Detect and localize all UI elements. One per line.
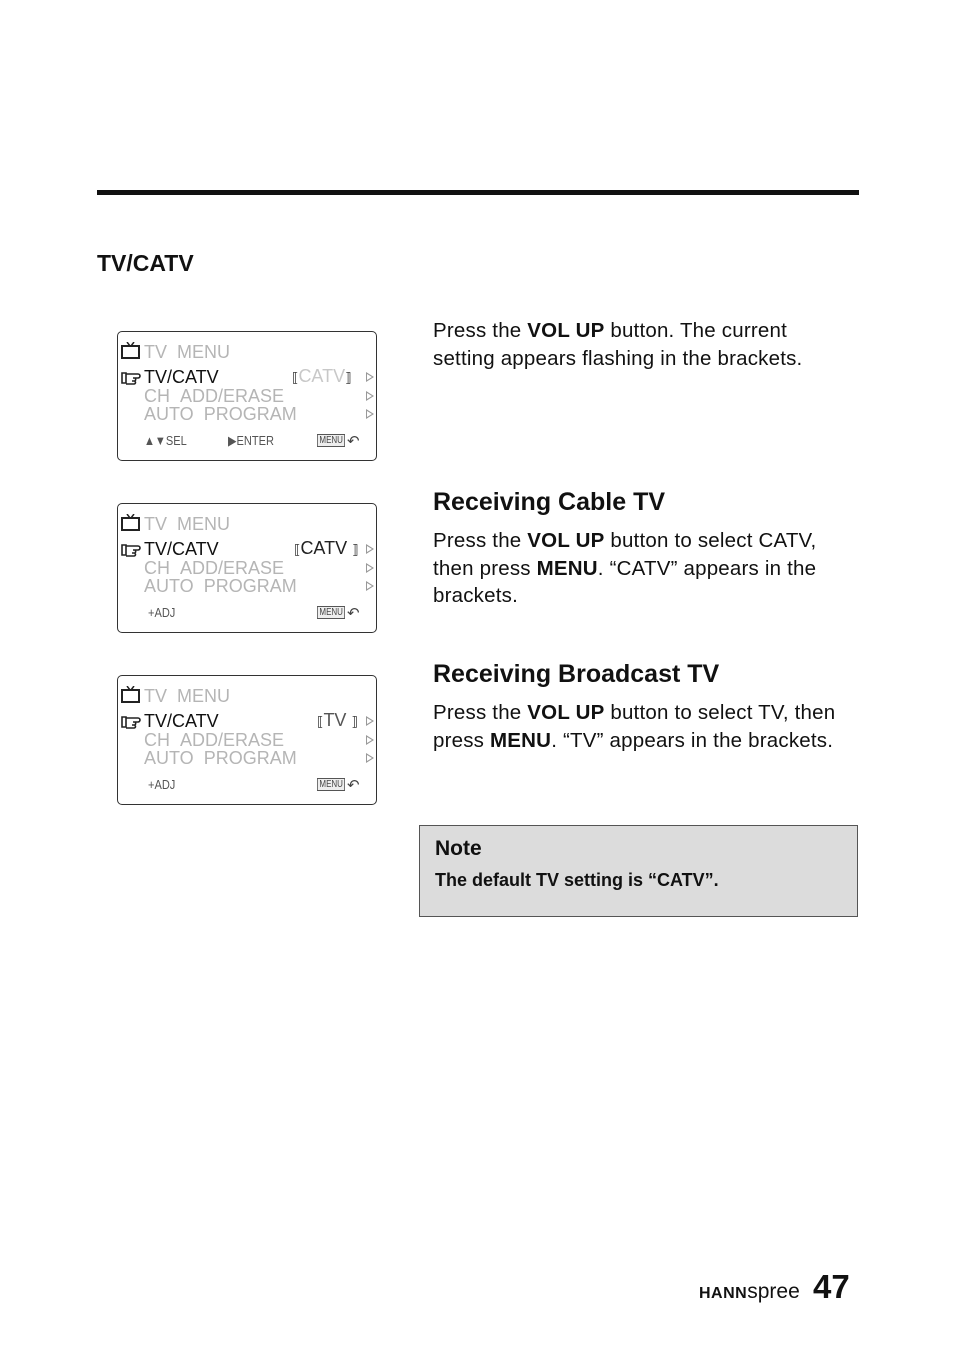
bracket-close-icon: ⟧ <box>345 370 352 385</box>
return-icon: ↶ <box>347 777 360 794</box>
note-text: The default TV setting is “CATV”. <box>435 870 719 890</box>
osd-screen-tv <box>117 675 377 805</box>
bracket-close-icon: ⟧ <box>352 542 359 557</box>
menu-key-icon: MENU <box>317 434 345 447</box>
note-title: Note <box>435 837 482 860</box>
broadcast-paragraph: Press the VOL UP button to select TV, then press MENU. “TV” appears in the brackets. <box>433 701 836 752</box>
osd-item-auto-program: AUTO PROGRAM <box>144 576 297 596</box>
note-box <box>419 825 858 917</box>
bracket-close-icon: ⟧ <box>351 714 358 729</box>
osd-item-ch-add-erase: CH ADD/ERASE <box>144 558 285 578</box>
osd-item-tvcatv: TV/CATV <box>144 367 219 387</box>
osd-menu-title: TV MENU <box>144 686 231 706</box>
arrow-right-icon <box>366 735 374 745</box>
osd-item-tvcatv: TV/CATV <box>144 711 219 731</box>
tv-icon <box>120 342 142 360</box>
arrow-right-icon <box>366 753 374 763</box>
heading-cable-tv: Receiving Cable TV <box>433 488 666 516</box>
arrow-right-icon <box>366 581 374 591</box>
osd-item-auto-program: AUTO PROGRAM <box>144 748 297 768</box>
osd-item-ch-add-erase: CH ADD/ERASE <box>144 730 285 750</box>
osd-footer-sel: ▲▼SEL <box>144 433 187 448</box>
osd-screen-catv <box>117 503 377 633</box>
osd-footer-enter: ▶ENTER <box>228 433 274 448</box>
tv-icon <box>120 514 142 532</box>
osd-screen-current <box>117 331 377 461</box>
pointing-hand-icon <box>120 368 144 386</box>
osd-item-tvcatv: TV/CATV <box>144 539 219 559</box>
osd-menu-title: TV MENU <box>144 514 231 534</box>
arrow-right-icon <box>366 563 374 573</box>
arrow-right-icon <box>366 391 374 401</box>
arrow-right-icon <box>366 716 374 726</box>
heading-broadcast-tv: Receiving Broadcast TV <box>433 660 720 688</box>
page-number: 47 <box>813 1268 850 1305</box>
arrow-right-icon <box>366 409 374 419</box>
pointing-hand-icon <box>120 540 144 558</box>
return-icon: ↶ <box>347 605 360 622</box>
pointing-hand-icon <box>120 712 144 730</box>
section-title: TV/CATV <box>97 250 194 276</box>
osd-value: ⟦CATV ⟧ <box>294 538 359 558</box>
menu-key-icon: MENU <box>317 778 345 791</box>
brand-logo: HANNspree <box>699 1280 800 1303</box>
return-icon: ↶ <box>347 433 360 450</box>
top-rule <box>97 190 859 195</box>
intro-paragraph: Press the VOL UP button. The current setting appears flashing in the brackets. <box>433 319 803 370</box>
arrow-right-icon <box>366 372 374 382</box>
arrow-right-icon <box>366 544 374 554</box>
tv-icon <box>120 686 142 704</box>
osd-item-ch-add-erase: CH ADD/ERASE <box>144 386 285 406</box>
osd-footer-adj: +ADJ <box>148 777 176 792</box>
menu-key-icon: MENU <box>317 606 345 619</box>
bracket-open-icon: ⟦ <box>294 542 301 557</box>
cable-paragraph: Press the VOL UP button to select CATV, then press MENU. “CATV” appears in the brackets. <box>433 529 817 607</box>
osd-item-auto-program: AUTO PROGRAM <box>144 404 297 424</box>
osd-menu-title: TV MENU <box>144 342 231 362</box>
osd-footer-adj: +ADJ <box>148 605 176 620</box>
osd-value: ⟦CATV⟧ <box>292 366 352 386</box>
osd-value: ⟦TV ⟧ <box>317 710 358 730</box>
bracket-open-icon: ⟦ <box>317 714 324 729</box>
bracket-open-icon: ⟦ <box>292 370 299 385</box>
